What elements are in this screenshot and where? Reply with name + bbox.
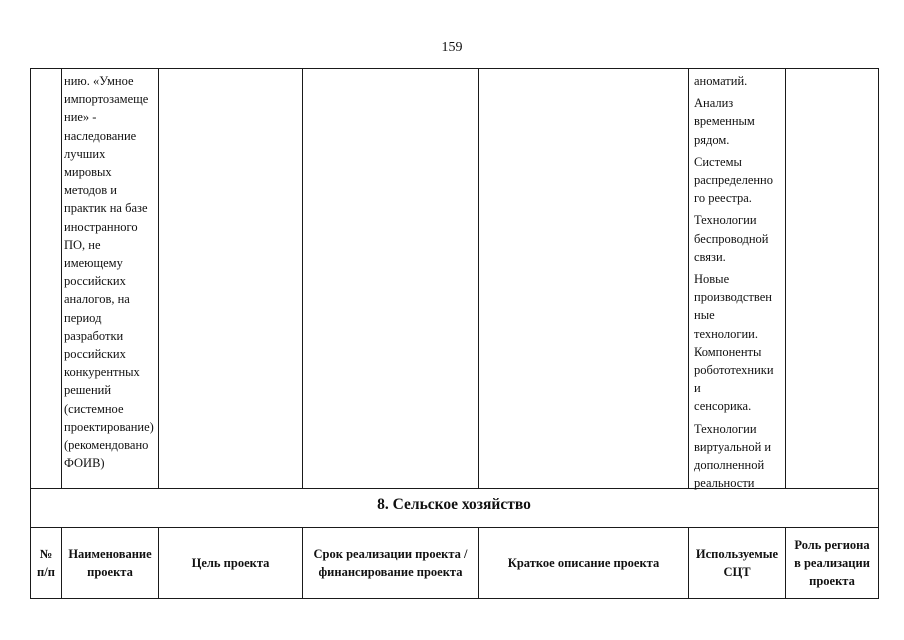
tech-line: аноматий. <box>694 74 748 88</box>
tech-line: рядом. <box>694 132 730 147</box>
tech-line: виртуальной и <box>694 439 772 454</box>
header-num <box>31 528 61 598</box>
header-goal <box>159 528 302 598</box>
tech-line: Новые <box>694 272 730 287</box>
col-line-5-top <box>688 68 689 489</box>
header-term-line: Срок реализации проекта / <box>313 547 468 561</box>
tech-item <box>694 211 782 266</box>
tech-item <box>694 72 782 90</box>
name-line: практик на базе <box>64 201 148 216</box>
name-line: ФОИВ) <box>64 456 105 471</box>
tech-item <box>694 420 782 493</box>
tech-line: Компоненты <box>694 344 762 359</box>
header-role-line: проекта <box>809 574 855 588</box>
tech-line: распределенно <box>694 173 773 188</box>
header-name-line: Наименование <box>68 547 152 561</box>
tech-line: технологии. <box>694 326 758 341</box>
tech-line: ные <box>694 308 715 323</box>
header-tech-line: Используемые <box>695 547 779 561</box>
tech-line: сенсорика. <box>694 399 752 414</box>
tech-line: Технологии <box>694 213 757 228</box>
header-name-line: проекта <box>87 565 133 579</box>
tech-line: Системы <box>694 154 742 169</box>
tech-line: связи. <box>694 249 726 264</box>
name-line: (рекомендовано <box>64 438 149 453</box>
table-right-border <box>878 68 879 599</box>
header-goal-line: Цель проекта <box>191 556 270 570</box>
name-line: (системное <box>64 401 124 416</box>
project-name-cell <box>64 72 164 472</box>
tech-line: Технологии <box>694 421 757 436</box>
tech-line: временным <box>694 114 755 129</box>
name-line: проектирование) <box>64 419 154 434</box>
header-term-line: финансирование проекта <box>318 565 463 579</box>
header-tech-line: СЦТ <box>723 565 751 579</box>
header-term <box>303 528 478 598</box>
name-line: наследование <box>64 128 137 143</box>
col-line-4-top <box>478 68 479 489</box>
name-line: ние» - <box>64 110 97 125</box>
header-tech <box>689 528 785 598</box>
tech-item <box>694 94 782 149</box>
name-line: разработки <box>64 328 124 343</box>
name-line: лучших <box>64 146 106 161</box>
header-description <box>479 528 688 598</box>
header-role-line: Роль региона <box>794 538 870 552</box>
name-line: иностранного <box>64 219 138 234</box>
header-role-line: в реализации <box>794 556 870 570</box>
name-line: имеющему <box>64 256 123 271</box>
name-line: конкурентных <box>64 365 140 380</box>
name-line: мировых <box>64 165 112 180</box>
name-line: российских <box>64 347 126 362</box>
table-left-border <box>30 68 31 599</box>
name-line: методов и <box>64 183 117 198</box>
tech-line: реальности <box>694 476 755 491</box>
header-description-line: Краткое описание проекта <box>507 556 660 570</box>
name-line: российских <box>64 274 126 289</box>
tech-line: производствен <box>694 290 772 305</box>
header-name <box>62 528 158 598</box>
technologies-cell <box>694 72 782 496</box>
name-line: период <box>64 310 102 325</box>
name-line: решений <box>64 383 112 398</box>
section-title: 8. Сельское хозяйство <box>377 496 531 513</box>
header-num-line: № <box>39 547 53 561</box>
page-number: 159 <box>441 40 463 55</box>
name-line: нию. «Умное <box>64 74 134 88</box>
tech-line: го реестра. <box>694 191 752 206</box>
tech-line: дополненной <box>694 458 765 473</box>
tech-item <box>694 270 782 416</box>
name-line: ПО, не <box>64 237 101 252</box>
tech-line: беспроводной <box>694 231 769 246</box>
col-line-3-top <box>302 68 303 489</box>
header-role <box>786 528 878 598</box>
header-num-line: п/п <box>37 565 55 579</box>
tech-line: робототехники и <box>694 363 774 396</box>
name-line: импортозамеще <box>64 92 149 107</box>
col-line-6-top <box>785 68 786 489</box>
tech-line: Анализ <box>694 96 734 111</box>
col-line-1-top <box>61 68 62 489</box>
name-line: аналогов, на <box>64 292 130 307</box>
tech-item <box>694 153 782 208</box>
